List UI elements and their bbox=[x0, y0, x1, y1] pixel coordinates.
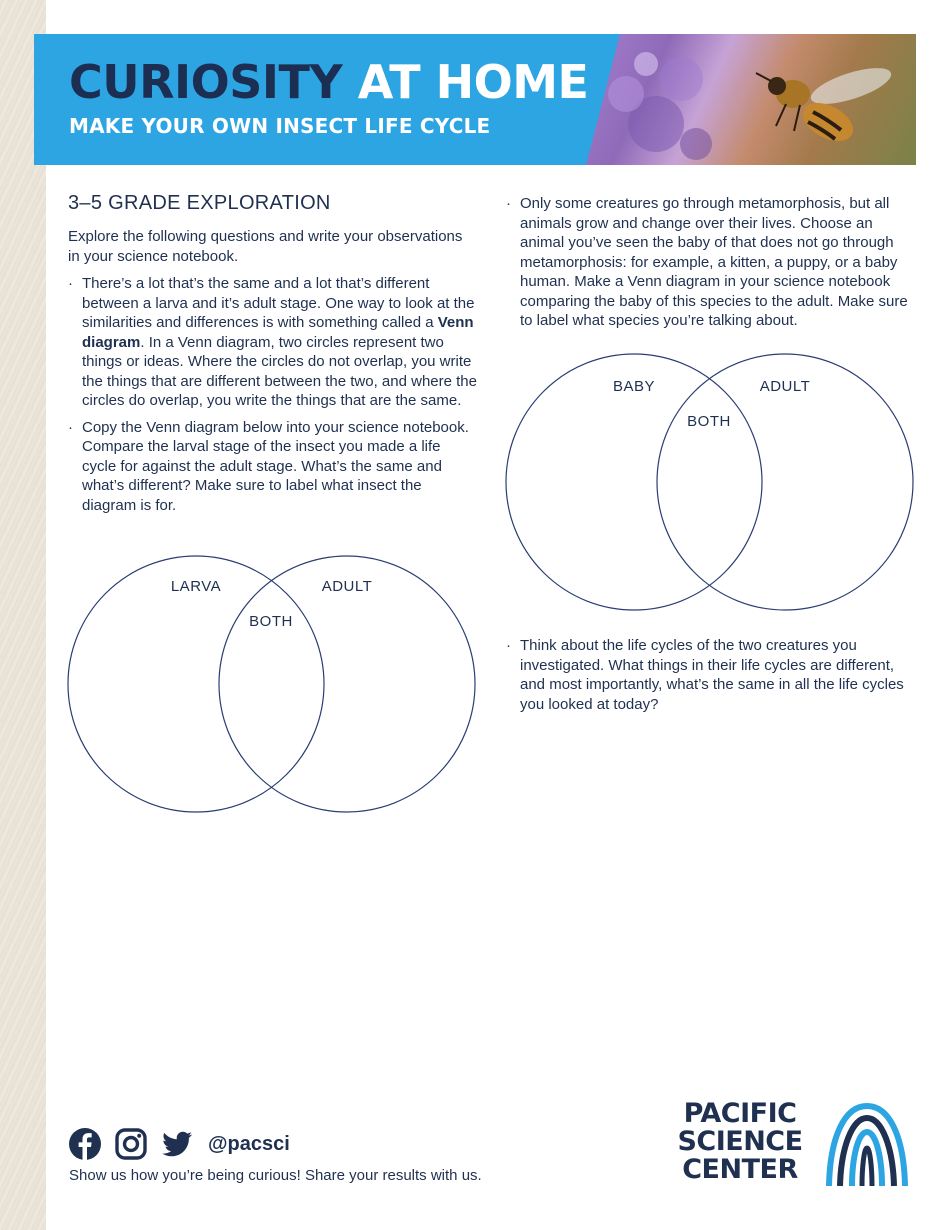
venn-label-center: BOTH bbox=[249, 613, 293, 630]
venn-label-center: BOTH bbox=[687, 413, 731, 430]
pacific-science-center-logo-text bbox=[668, 1100, 812, 1184]
paper-texture-strip bbox=[0, 0, 46, 1230]
venn-diagram-term: Venn diagram bbox=[82, 314, 474, 351]
logo-line-2: SCIENCE bbox=[677, 1126, 803, 1157]
left-bullet-list bbox=[68, 274, 478, 515]
bee-on-flower-photo bbox=[586, 34, 916, 165]
bee-illustration bbox=[586, 34, 916, 165]
twitter-icon[interactable] bbox=[160, 1127, 194, 1161]
page-title bbox=[69, 54, 588, 110]
facebook-icon[interactable] bbox=[68, 1127, 102, 1161]
venn-label-left: BABY bbox=[612, 378, 656, 395]
footer-share-text: Show us how you’re being curious! Share your results with us. bbox=[69, 1167, 482, 1184]
venn-label-right: ADULT bbox=[321, 578, 373, 595]
right-bullet-list bbox=[506, 194, 916, 331]
bullet-venn-explanation bbox=[68, 274, 478, 411]
logo-line-1: PACIFIC bbox=[683, 1098, 797, 1129]
social-handle[interactable]: @pacsci bbox=[208, 1132, 290, 1155]
right-column bbox=[506, 194, 916, 338]
venn-diagram-baby-adult bbox=[504, 355, 916, 613]
logo-line-3: CENTER bbox=[682, 1154, 798, 1185]
social-links bbox=[68, 1126, 290, 1162]
left-column bbox=[68, 192, 478, 522]
right-bullet-list-2 bbox=[506, 636, 916, 714]
right-column-bottom bbox=[506, 636, 916, 721]
instagram-icon[interactable] bbox=[114, 1127, 148, 1161]
title-part-at-home: AT HOME bbox=[357, 55, 589, 109]
title-part-curiosity: CURIOSITY bbox=[69, 55, 343, 109]
bullet-text-part: There’s a lot that’s the same and a lot that’s different between a larva and it’s adult stage. One way to look at the similarities and differences is with something called a bbox=[82, 275, 475, 331]
bullet-text-part: . In a Venn diagram, two circles represent two things or ideas. Where the circles do not overlap, you write the things that are different between the two, and where the circles do overlap, you write the things that are the same. bbox=[82, 333, 477, 409]
page-subtitle: MAKE YOUR OWN INSECT LIFE CYCLE bbox=[69, 114, 491, 138]
venn-diagram-larva-adult bbox=[66, 557, 478, 815]
venn-label-left: LARVA bbox=[170, 578, 222, 595]
bullet-think-life-cycles: · Think about the life cycles of the two creatures you investigated. What things in their life cycles are different, and most importantly, what’s the same in all the life cycles you looked at today? bbox=[506, 636, 916, 714]
intro-paragraph: Explore the following questions and write your observations in your science notebook. bbox=[68, 228, 463, 265]
arches-logo-icon bbox=[826, 1102, 908, 1188]
bullet-metamorphosis: · Only some creatures go through metamorphosis, but all animals grow and change over their lives. Choose an animal you’ve seen the baby of that does not go through metamorphosis: for example, a kitten, a puppy, or a baby human. Make a Venn diagram in your science notebook comparing the baby of this species to the adult. Make sure to label what species you’re talking about. bbox=[506, 194, 916, 331]
bullet-copy-venn: · Copy the Venn diagram below into your science notebook. Compare the larval stage of the insect you made a life cycle for against the adult stage. What’s the same and what’s different? Make sure to label what insect the diagram is for. bbox=[68, 418, 478, 516]
venn-label-right: ADULT bbox=[759, 378, 811, 395]
section-heading: 3–5 GRADE EXPLORATION bbox=[68, 192, 331, 214]
header-banner bbox=[34, 34, 916, 165]
